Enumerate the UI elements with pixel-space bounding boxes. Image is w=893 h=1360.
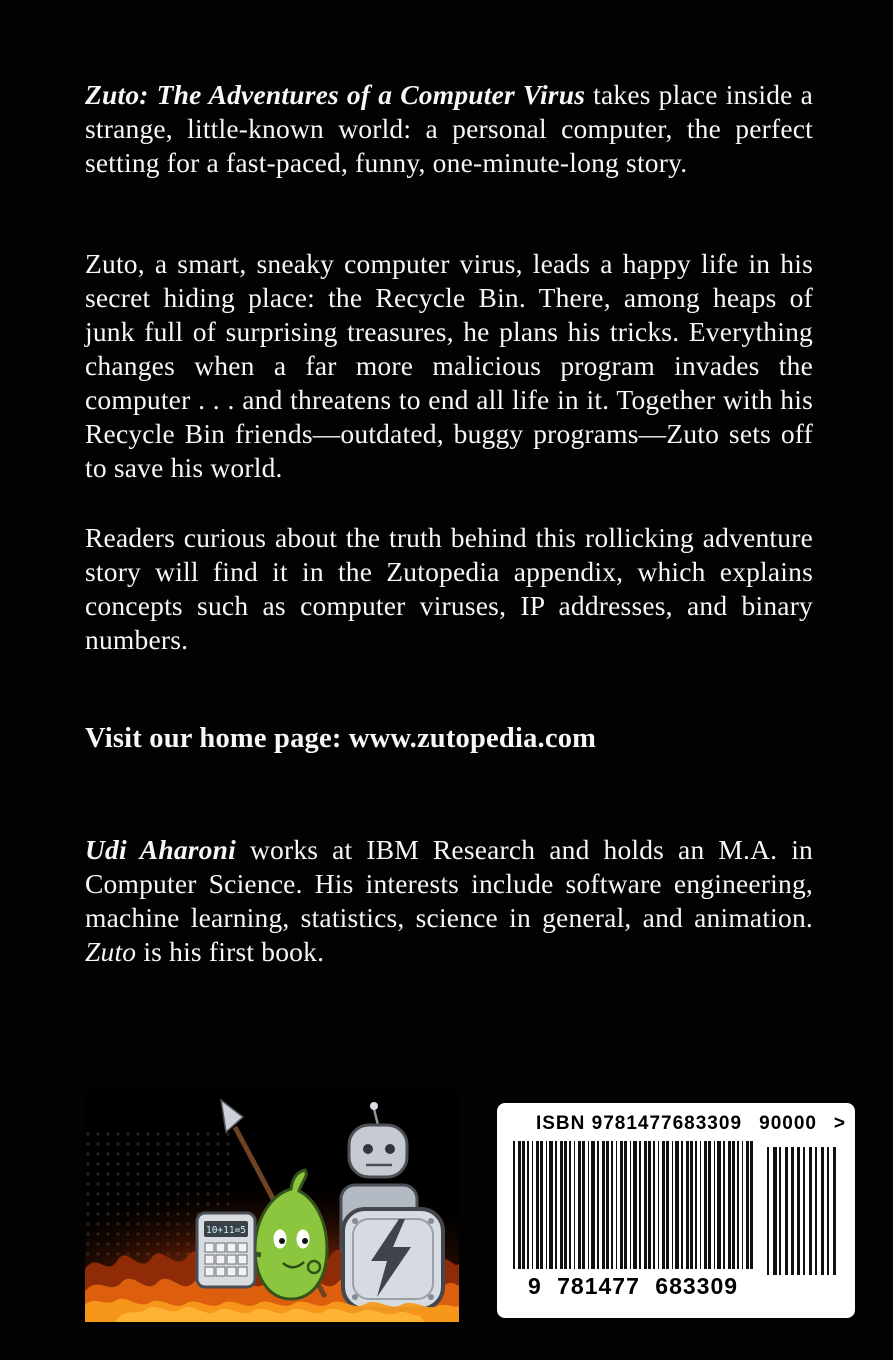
zuto-pupil-left — [279, 1238, 285, 1244]
barcode-bars-main — [513, 1141, 753, 1269]
synopsis-paragraph-1-text: takes place inside a strange, little-known world: a personal computer, the perfect setting for a fast-paced, funny, one-minute-long story. — [85, 79, 814, 178]
barcode-price-code: 90000 — [759, 1113, 817, 1134]
robot-eye-right — [385, 1144, 395, 1154]
author-bio-text-2: is his first book. — [136, 936, 325, 967]
isbn-label: ISBN 9781477683309 — [535, 1113, 743, 1134]
author-name-text: Udi Aharoni — [85, 834, 236, 865]
book-title-text: Zuto: The Adventures of a Computer Virus — [85, 79, 586, 110]
barcode-quiet-zone-arrow: > — [833, 1113, 845, 1134]
lightning-shield — [343, 1209, 443, 1309]
barcode-digits: 9 781477 683309 — [527, 1273, 739, 1299]
author-bio-text-1: works at IBM Research and holds an M.A. in Computer Science. His interests include software engineering, machine learning, statistics, science in general, and animation. — [85, 834, 814, 933]
calculator-shield — [197, 1213, 255, 1287]
homepage-line: Visit our home page: www.zutopedia.com — [85, 723, 597, 754]
author-bio-book-title: Zuto — [85, 936, 137, 967]
barcode-box — [497, 1103, 855, 1318]
synopsis-paragraph-2: Zuto, a smart, sneaky computer virus, leads a happy life in his secret hiding place: the Recycle Bin. There, among heaps of junk full of surprising treasures, he plans his tricks. Everything changes when a far more malicious program invades the computer . . . and threatens to end all life in it. Together with his Recycle Bin friends—outdated, buggy programs—Zuto sets off to save his world. — [85, 248, 813, 483]
cover-illustration — [85, 1091, 459, 1322]
author-bio — [85, 833, 813, 969]
synopsis-paragraph-3: Readers curious about the truth behind this rollicking adventure story will find it in the Zutopedia appendix, which explains concepts such as computer viruses, IP addresses, and binary numbers. — [85, 522, 813, 655]
zuto-pupil-right — [302, 1238, 308, 1244]
synopsis-paragraph-1 — [85, 78, 813, 180]
robot-antenna-tip — [370, 1102, 378, 1110]
barcode-bars-addon — [767, 1147, 839, 1275]
robot-head — [349, 1125, 407, 1177]
robot-eye-left — [363, 1144, 373, 1154]
zuto-hand — [308, 1261, 320, 1273]
calculator-display: 10+11=5 — [205, 1225, 247, 1236]
